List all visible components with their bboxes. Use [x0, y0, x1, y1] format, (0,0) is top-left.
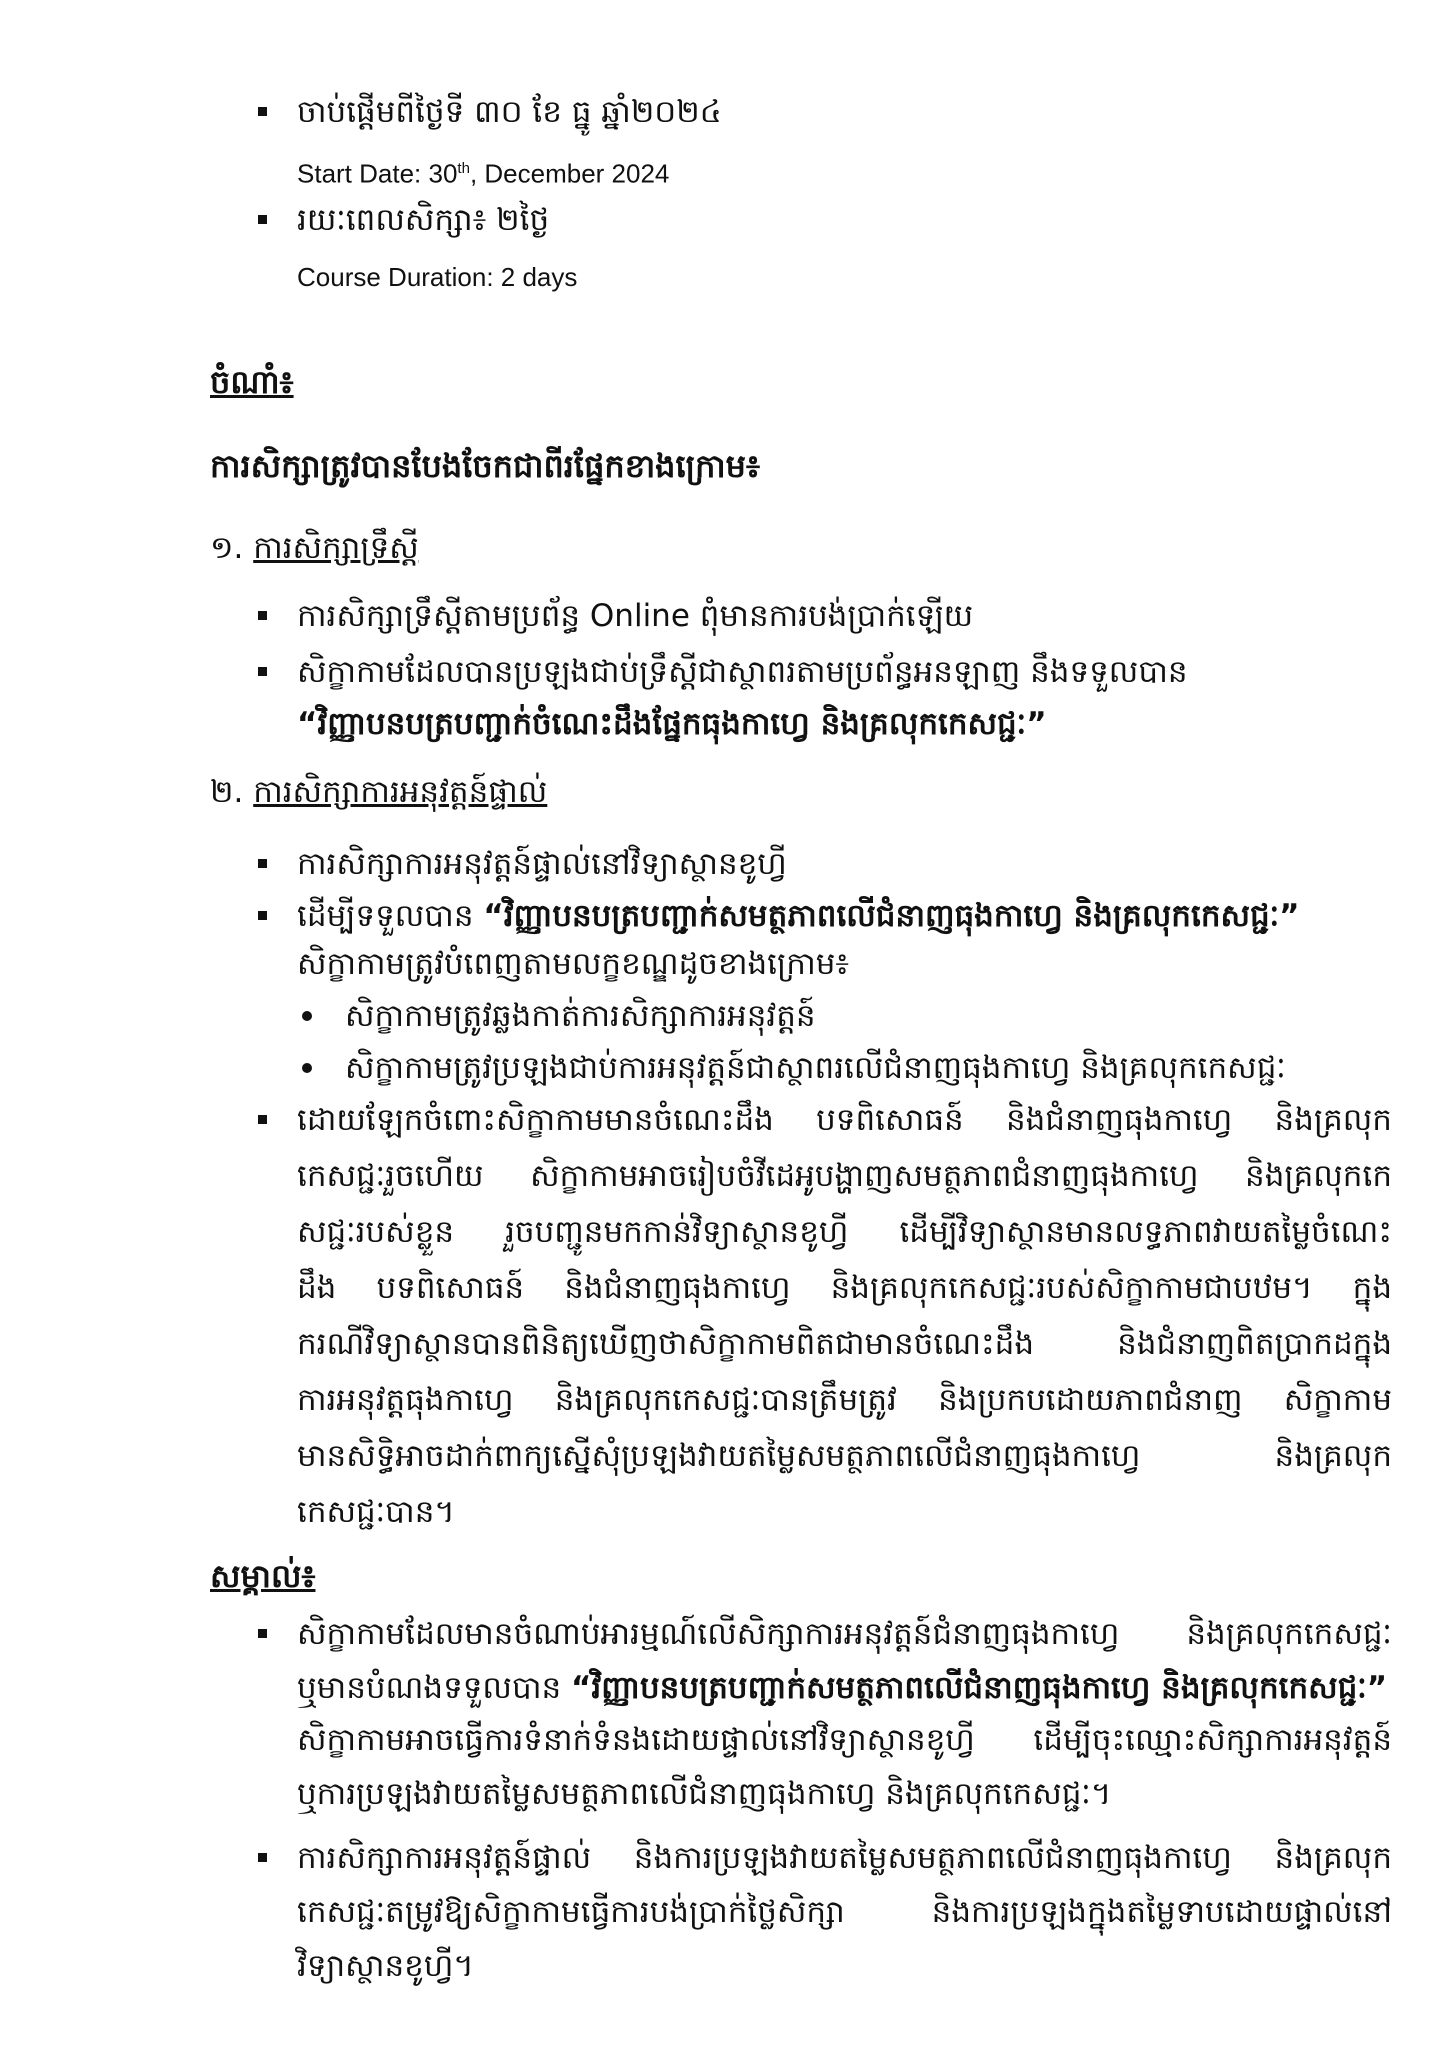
- bullet-square: [258, 1629, 267, 1638]
- section1-item-2: សិក្ខាកាមដែលបានប្រឡងជាប់ទ្រឹស្តីជាស្ថាពរតាមប្រព័ន្ធអនឡាញ នឹងទទួលបាន: [297, 654, 1188, 690]
- bullet-square: [258, 1853, 267, 1862]
- section2-sub-item-1: សិក្ខាកាមត្រូវឆ្លងកាត់ការសិក្សាការអនុវត្តន៍: [345, 998, 816, 1034]
- bullet-square: [258, 667, 267, 676]
- note-item-2-line: វិទ្យាស្ថានខូហ្វី។: [297, 1948, 474, 1984]
- notice-title: ចំណាំ៖: [210, 363, 294, 401]
- section2-heading: ២. ការសិក្សាការអនុវត្តន៍ផ្ទាល់: [210, 774, 548, 810]
- section2-paragraph-line: ការអនុវត្តធុងកាហ្វេ និងគ្រលុកកេសជ្ជៈបានត្រឹមត្រូវ និងប្រកបដោយភាពជំនាញ សិក្ខាកាម: [297, 1382, 1392, 1418]
- bullet-square: [258, 215, 267, 224]
- section2-paragraph-line: សជ្ជៈរបស់ខ្លួន រួចបញ្ជូនមកកាន់វិទ្យាស្ថានខូហ្វី ដើម្បីវិទ្យាស្ថានមានលទ្ធភាពវាយតម្លៃចំណេះ: [297, 1214, 1392, 1250]
- note-item-1-line: សិក្ខាកាមអាចធ្វើការទំនាក់ទំនងដោយផ្ទាល់នៅវិទ្យាស្ថានខូហ្វី ដើម្បីចុះឈ្មោះសិក្សាការអនុវត្តន៍: [297, 1722, 1392, 1758]
- section2-sub-item-2: សិក្ខាកាមត្រូវប្រឡងជាប់ការអនុវត្តន៍ជាស្ថាពរលើជំនាញធុងកាហ្វេ និងគ្រលុកកេសជ្ជៈ: [345, 1050, 1286, 1086]
- section2-item-1: ការសិក្សាការអនុវត្តន៍ផ្ទាល់នៅវិទ្យាស្ថានខូហ្វី: [297, 846, 787, 882]
- section2-paragraph-line: កេសជ្ជៈរួចហើយ សិក្ខាកាមអាចរៀបចំវីដេអូបង្ហាញសមត្ថភាពជំនាញធុងកាហ្វេ និងគ្រលុកកេ: [297, 1158, 1392, 1194]
- duration-en: Course Duration: 2 days: [297, 262, 578, 292]
- section2-paragraph-line: កេសជ្ជៈបាន។: [297, 1494, 455, 1530]
- bullet-dot: [302, 1011, 312, 1021]
- note-item-1-line: ឬការប្រឡងវាយតម្លៃសមត្ថភាពលើជំនាញធុងកាហ្វេ និងគ្រលុកកេសជ្ជៈ។: [297, 1776, 1112, 1812]
- bullet-square: [258, 859, 267, 868]
- bullet-square: [258, 1115, 267, 1124]
- bullet-square: [258, 107, 267, 116]
- theory-certificate: “វិញ្ញាបនបត្របញ្ជាក់ចំណេះដឹងផ្នែកធុងកាហ្វេ និងគ្រលុកកេសជ្ជៈ”: [297, 706, 1047, 742]
- start-date-en: Start Date: 30th, December 2024: [297, 158, 670, 189]
- duration-km: រយៈពេលសិក្សា៖ ២ថ្ងៃ: [297, 202, 550, 238]
- section2-item-2-cont: សិក្ខាកាមត្រូវបំពេញតាមលក្ខខណ្ឌដូចខាងក្រោម៖: [297, 946, 850, 982]
- section2-paragraph-line: ករណីវិទ្យាស្ថានបានពិនិត្យឃើញថាសិក្ខាកាមពិតជាមានចំណេះដឹង និងជំនាញពិតប្រាកដក្នុង: [297, 1326, 1392, 1362]
- start-date-km: ចាប់ផ្តើមពីថ្ងៃទី ៣០ ខែ ធ្នូ ឆ្នាំ២០២៤: [297, 94, 722, 130]
- section2-item-2: ដើម្បីទទួលបាន “វិញ្ញាបនបត្របញ្ជាក់សមត្ថភាពលើជំនាញធុងកាហ្វេ និងគ្រលុកកេសជ្ជៈ”: [297, 898, 1300, 934]
- note-title: សម្គាល់៖: [210, 1557, 316, 1595]
- note-item-1-line: សិក្ខាកាមដែលមានចំណាប់អារម្មណ៍លើសិក្សាការអនុវត្តន៍ជំនាញធុងកាហ្វេ និងគ្រលុកកេសជ្ជៈ: [297, 1616, 1392, 1652]
- section2-paragraph-line: មានសិទ្ធិអាចដាក់ពាក្យស្នើសុំប្រឡងវាយតម្លៃសមត្ថភាពលើជំនាញធុងកាហ្វេ និងគ្រលុក: [297, 1438, 1392, 1474]
- bullet-dot: [302, 1063, 312, 1073]
- section1-item-1: ការសិក្សាទ្រឹស្តីតាមប្រព័ន្ធ Online ពុំមានការបង់ប្រាក់ឡើយ: [297, 598, 974, 634]
- notice-subtitle: ការសិក្សាត្រូវបានបែងចែកជាពីរផ្នែកខាងក្រោម៖: [210, 447, 760, 485]
- section1-heading: ១. ការសិក្សាទ្រឹស្តី: [210, 530, 419, 566]
- note-item-1-line: ឬមានបំណងទទួលបាន “វិញ្ញាបនបត្របញ្ជាក់សមត្ថភាពលើជំនាញធុងកាហ្វេ និងគ្រលុកកេសជ្ជៈ”: [297, 1670, 1388, 1706]
- note-item-2-line: កេសជ្ជៈតម្រូវឱ្យសិក្ខាកាមធ្វើការបង់ប្រាក់ថ្លៃសិក្សា និងការប្រឡងក្នុងតម្លៃទាបដោយផ្ទាល់នៅ: [297, 1894, 1392, 1930]
- bullet-square: [258, 611, 267, 620]
- note-item-2-line: ការសិក្សាការអនុវត្តន៍ផ្ទាល់ និងការប្រឡងវាយតម្លៃសមត្ថភាពលើជំនាញធុងកាហ្វេ និងគ្រលុក: [297, 1840, 1392, 1876]
- section2-paragraph-line: ដឹង បទពិសោធន៍ និងជំនាញធុងកាហ្វេ និងគ្រលុកកេសជ្ជៈរបស់សិក្ខាកាមជាបឋម។ ក្នុង: [297, 1270, 1392, 1306]
- section2-paragraph-line: ដោយឡែកចំពោះសិក្ខាកាមមានចំណេះដឹង បទពិសោធន៍ និងជំនាញធុងកាហ្វេ និងគ្រលុក: [297, 1102, 1392, 1138]
- bullet-square: [258, 911, 267, 920]
